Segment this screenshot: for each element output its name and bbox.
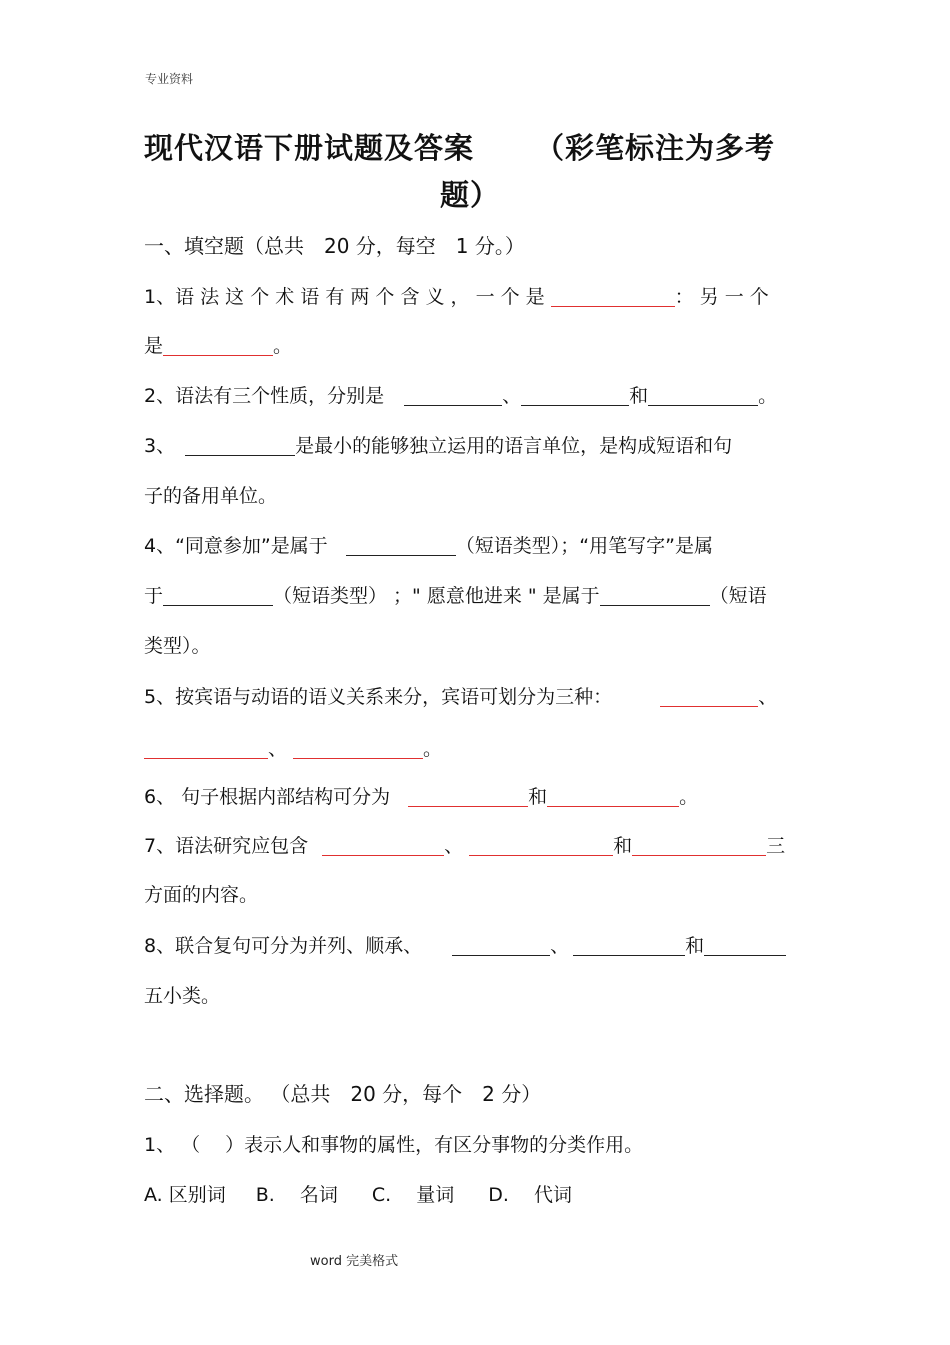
answer-blank — [163, 585, 273, 606]
answer-blank — [521, 385, 629, 406]
answer-blank — [660, 686, 758, 707]
q5-text-a: 5、按宾语与动语的语义关系来分，宾语可划分为三种： — [144, 686, 613, 708]
q4-text-e: （短语 — [709, 585, 767, 607]
q3-text-b: 是最小的能够独立运用的语言单位，是构成短语和句 — [295, 435, 733, 457]
answer-blank — [185, 435, 295, 456]
answer-blank — [163, 335, 273, 356]
question-1-line-1 — [144, 282, 769, 309]
question-4-line-1 — [144, 531, 713, 558]
q2-text-a: 2、语法有三个性质，分别是 — [144, 385, 385, 407]
q6-text-c: 。 — [679, 786, 699, 808]
answer-blank — [144, 738, 268, 759]
answer-blank — [600, 585, 710, 606]
answer-blank — [547, 786, 679, 807]
q3-text-a: 3、 — [144, 435, 176, 457]
question-7-line-1 — [144, 831, 785, 858]
answer-blank — [704, 935, 786, 956]
q7-text-d: 三 — [766, 835, 786, 857]
answer-blank — [469, 835, 613, 856]
q5-text-d: 。 — [423, 738, 443, 760]
option-a: A. 区别词 — [144, 1184, 226, 1206]
q8-text-c: 和 — [685, 935, 705, 957]
option-d: D. 代词 — [488, 1184, 572, 1206]
page-footer: word 完美格式 — [310, 1254, 399, 1269]
title-line-1-a: 现代汉语下册试题及答案 — [144, 131, 475, 165]
q6-text-a: 6、 句子根据内部结构可分为 — [144, 786, 391, 808]
q6-text-b: 和 — [528, 786, 548, 808]
question-4-line-3: 类型）。 — [144, 635, 211, 657]
question-5-line-1 — [144, 682, 777, 709]
answer-blank — [452, 935, 550, 956]
answer-blank — [648, 385, 758, 406]
q5-text-b: 、 — [758, 686, 778, 708]
answer-blank — [346, 535, 456, 556]
q4-text-b: （短语类型）；“用笔写字”是属 — [455, 535, 713, 557]
answer-blank — [573, 935, 685, 956]
q1-text-b: ： 另 一 个 — [674, 286, 769, 308]
answer-blank — [408, 786, 528, 807]
q2-text-b: 、 — [502, 385, 522, 407]
q8-text-a: 8、联合复句可分为并列、顺承、 — [144, 935, 423, 957]
answer-blank — [551, 286, 675, 307]
question-2 — [144, 381, 777, 408]
section2-question-1-options — [144, 1180, 572, 1207]
q1-text-c: 是 — [144, 335, 164, 357]
q7-text-b: 、 — [444, 835, 464, 857]
option-c: C. 量词 — [371, 1184, 455, 1206]
title-line-1-b: （彩笔标注为多考 — [535, 131, 776, 165]
answer-blank — [293, 738, 423, 759]
q1-text-d: 。 — [273, 335, 293, 357]
answer-blank — [632, 835, 766, 856]
q4-text-a: 4、“同意参加”是属于 — [144, 535, 328, 557]
q7-text-c: 和 — [613, 835, 633, 857]
option-b: B. 名词 — [255, 1184, 338, 1206]
q4-text-d: （短语类型） ；" 愿意他进来 " 是属于 — [273, 585, 600, 607]
q5-text-c: 、 — [268, 738, 288, 760]
question-3-line-2: 子的备用单位。 — [144, 485, 278, 507]
title-line-2: 题） — [440, 178, 501, 212]
question-5-line-2 — [144, 734, 442, 761]
question-3-line-1 — [144, 431, 732, 458]
section2-question-1: 1、 （ ）表示人和事物的属性，有区分事物的分类作用。 — [144, 1134, 644, 1156]
q4-text-c: 于 — [144, 585, 164, 607]
q7-text-a: 7、语法研究应包含 — [144, 835, 309, 857]
q1-text-a: 1、语 法 这 个 术 语 有 两 个 含 义 ， 一 个 是 — [144, 286, 545, 308]
section1-heading: 一、填空题（总共 20 分，每空 1 分。） — [144, 234, 525, 258]
answer-blank — [404, 385, 502, 406]
answer-blank — [322, 835, 444, 856]
page-header: 专业资料 — [145, 72, 194, 86]
q2-text-d: 。 — [758, 385, 778, 407]
question-4-line-2 — [144, 581, 767, 608]
question-1-line-2 — [144, 331, 292, 358]
question-8-line-1 — [144, 931, 786, 958]
q8-text-b: 、 — [550, 935, 570, 957]
question-6 — [144, 782, 698, 809]
question-8-line-2: 五小类。 — [144, 985, 221, 1007]
section2-heading: 二、选择题。 （总共 20 分，每个 2 分） — [144, 1082, 542, 1106]
question-7-line-2: 方面的内容。 — [144, 884, 259, 906]
q2-text-c: 和 — [629, 385, 649, 407]
